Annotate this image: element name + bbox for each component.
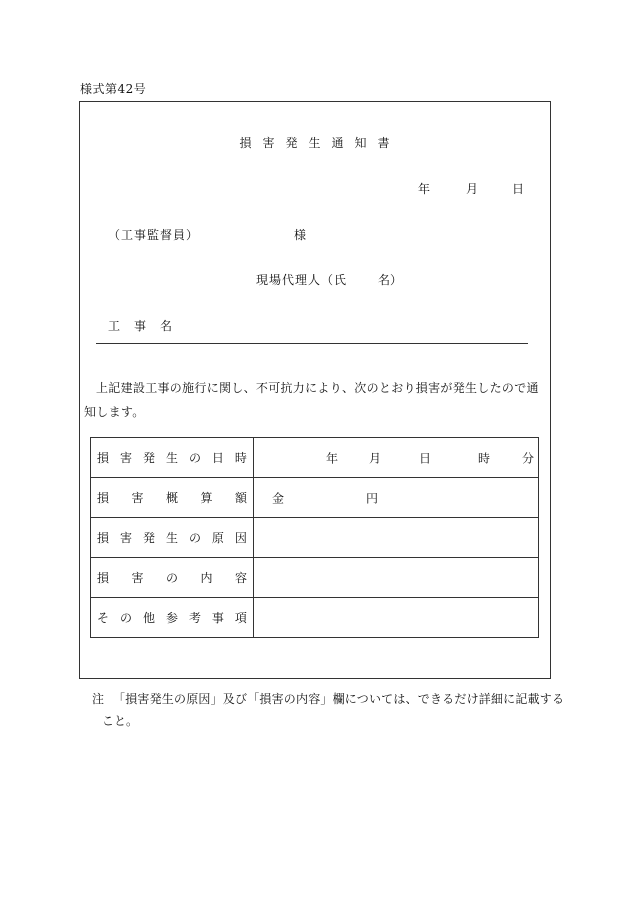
table-row <box>91 558 539 598</box>
label-char: 算 <box>200 491 213 505</box>
label-char: 日 <box>211 451 224 465</box>
date-year-label: 年 <box>418 182 431 196</box>
supervisor-honorific: 様 <box>294 228 307 242</box>
row-label-estimated-amount <box>91 478 254 518</box>
content-value-cell[interactable] <box>254 558 539 598</box>
note-mark: 注 <box>92 692 105 706</box>
row-label-cause <box>91 518 254 558</box>
datetime-value-cell[interactable] <box>254 438 539 478</box>
date-day-label: 日 <box>512 182 525 196</box>
label-char: 生 <box>165 451 178 465</box>
site-agent-suffix: 名） <box>378 273 403 287</box>
datetime-hour-unit: 時 <box>478 451 491 465</box>
note-line-2: こと。 <box>102 714 139 728</box>
row-label-datetime <box>91 438 254 478</box>
other-value-cell[interactable] <box>254 598 539 638</box>
label-char: 因 <box>234 531 247 545</box>
label-char: 参 <box>165 611 178 625</box>
table-row <box>91 438 539 478</box>
label-char: 損 <box>97 531 110 545</box>
label-char: 時 <box>234 451 247 465</box>
label-char: 考 <box>188 611 201 625</box>
amount-value-cell[interactable] <box>254 478 539 518</box>
label-char: 害 <box>131 571 144 585</box>
label-char: そ <box>97 611 110 625</box>
document-title: 損害発生通知書 <box>239 136 401 150</box>
label-char: 事 <box>211 611 224 625</box>
label-char: 内 <box>200 571 213 585</box>
row-label-other <box>91 598 254 638</box>
label-char: 害 <box>119 531 132 545</box>
label-char: の <box>188 451 201 465</box>
spread-label <box>97 489 247 506</box>
row-label-content <box>91 558 254 598</box>
damage-table <box>90 437 539 638</box>
date-row <box>380 180 530 196</box>
label-char: 他 <box>142 611 155 625</box>
spread-label <box>97 569 247 586</box>
label-char: 項 <box>234 611 247 625</box>
spread-label <box>97 449 247 466</box>
label-char: 容 <box>234 571 247 585</box>
note-line-1: 「損害発生の原因」及び「損害の内容」欄については、できるだけ詳細に記載する <box>113 692 565 706</box>
label-char: 害 <box>119 451 132 465</box>
label-char: 発 <box>142 451 155 465</box>
label-char: 損 <box>97 451 110 465</box>
datetime-month-unit: 月 <box>369 451 382 465</box>
cause-value-cell[interactable] <box>254 518 539 558</box>
form-number: 様式第42号 <box>80 82 147 96</box>
table-row <box>91 598 539 638</box>
label-char: 生 <box>165 531 178 545</box>
label-char: の <box>119 611 132 625</box>
notice-body-text: 上記建設工事の施行に関し、不可抗力により、次のとおり損害が発生したので通知します。 <box>84 381 539 419</box>
site-agent-label: 現場代理人（氏 <box>256 273 348 287</box>
spread-label <box>97 609 247 626</box>
table-row <box>91 518 539 558</box>
label-char: 発 <box>142 531 155 545</box>
label-char: の <box>188 531 201 545</box>
table-row <box>91 478 539 518</box>
label-char: 原 <box>211 531 224 545</box>
datetime-day-unit: 日 <box>419 451 432 465</box>
label-char: 損 <box>97 491 110 505</box>
project-name-label: 工事名 <box>108 319 187 333</box>
date-month-label: 月 <box>466 182 479 196</box>
datetime-minute-unit: 分 <box>522 451 535 465</box>
datetime-year-unit: 年 <box>326 451 339 465</box>
label-char: の <box>165 571 178 585</box>
project-name-line[interactable] <box>96 343 528 344</box>
amount-unit: 円 <box>366 491 379 505</box>
amount-prefix: 金 <box>272 491 285 505</box>
label-char: 額 <box>234 491 247 505</box>
spread-label <box>97 529 247 546</box>
label-char: 損 <box>97 571 110 585</box>
supervisor-label: （工事監督員） <box>108 228 200 242</box>
label-char: 害 <box>131 491 144 505</box>
label-char: 概 <box>165 491 178 505</box>
